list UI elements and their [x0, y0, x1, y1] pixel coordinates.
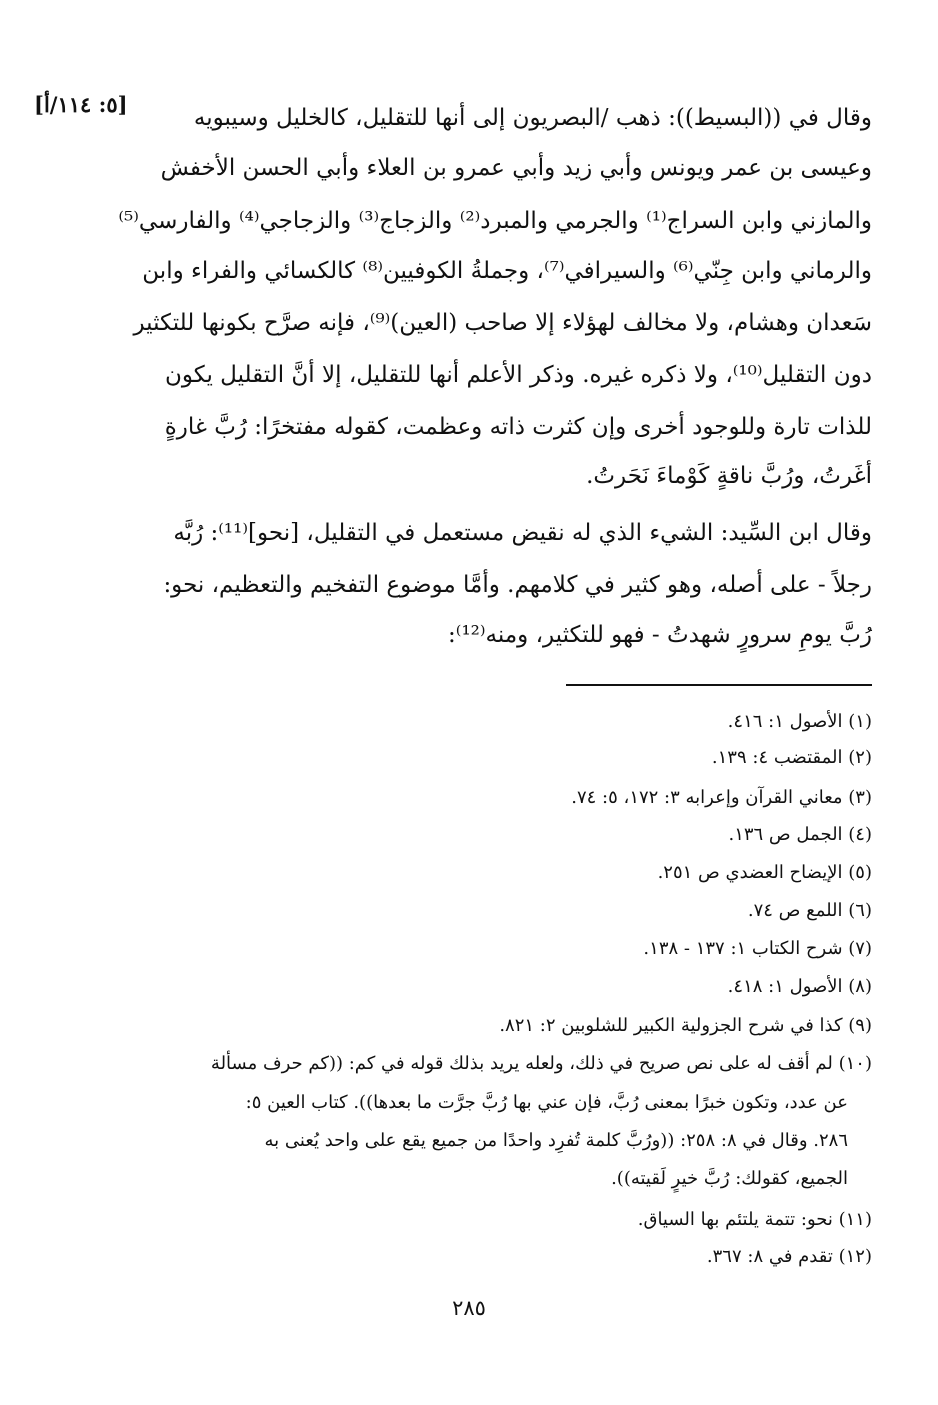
footnote: (٧) شرح الكتاب ١: ١٣٧ - ١٣٨. — [643, 938, 872, 959]
body-line: أغَرتُ، ورُبَّ ناقةٍ كَوْماءَ نَحَرتُ. — [586, 463, 872, 489]
body-line: وقال ابن السِّيد: الشيء الذي له نقيض مستعمل في التقليل، [نحو]⁽¹¹⁾: رُبَّه — [173, 520, 872, 546]
footnote: (٦) اللمع ص ٧٤. — [747, 900, 872, 921]
footnote-separator — [566, 684, 872, 686]
body-line: وقال في ((البسيط)): ذهب /البصريون إلى أنها للتقليل، كالخليل وسيبويه — [193, 105, 872, 131]
body-line: والرماني وابن جِنّي⁽⁶⁾ والسيرافي⁽⁷⁾، وجملةُ الكوفيين⁽⁸⁾ كالكسائي والفراء وابن — [142, 258, 872, 284]
body-line: رجلاً - على أصله، وهو كثير في كلامهم. وأمَّا موضوع التفخيم والتعظيم، نحو: — [163, 572, 872, 598]
footnote: (٩) كذا في شرح الجزولية الكبير للشلوبين ٢: ٨٢١. — [499, 1015, 872, 1036]
body-line: والمازني وابن السراج⁽¹⁾ والجرمي والمبرد⁽²⁾ والزجاج⁽³⁾ والزجاجي⁽⁴⁾ والفارسي⁽⁵⁾ — [118, 208, 872, 234]
body-line: للذات تارة وللوجود أخرى وإن كثرت ذاته وعظمت، كقوله مفتخرًا: رُبَّ غارةٍ — [164, 414, 872, 440]
footnote-continuation: الجميع، كقولك: رُبَّ خيرٍ لَقيته)). — [611, 1168, 848, 1189]
footnote-continuation: ٢٨٦. وقال في ٨: ٢٥٨: ((ورُبَّ كلمة تُفرِد واحدًا من جميع يقع على واحد يُعنى به — [264, 1130, 848, 1151]
footnote: (١٢) تقدم في ٨: ٣٦٧. — [706, 1246, 872, 1267]
page-number: ٢٨٥ — [452, 1296, 486, 1320]
body-line: دون التقليل⁽¹⁰⁾، ولا ذكره غيره. وذكر الأعلم أنها للتقليل، إلا أنَّ التقليل يكون — [164, 362, 872, 388]
footnote: (١٠) لم أقف له على نص صريح في ذلك، ولعله يريد بذلك قوله في كم: ((كم حرف مسألة — [210, 1053, 872, 1074]
footnote: (٨) الأصول ١: ٤١٨. — [727, 976, 872, 997]
body-line: وعيسى بن عمر ويونس وأبي زيد وأبي عمرو بن العلاء وأبي الحسن الأخفش — [160, 155, 872, 181]
footnote: (٣) معاني القرآن وإعرابه ٣: ١٧٢، ٥: ٧٤. — [571, 787, 872, 808]
footnote: (٤) الجمل ص ١٣٦. — [728, 824, 872, 845]
margin-folio-reference: [٥: ١١٤/أ] — [34, 92, 128, 117]
footnote-continuation: عن عدد، وتكون خبرًا بمعنى رُبَّ، فإن عني بها رُبَّ جرَّت ما بعدها)). كتاب العين ٥: — [245, 1092, 848, 1113]
footnote: (٢) المقتضب ٤: ١٣٩. — [711, 747, 872, 768]
footnote: (٥) الإيضاح العضدي ص ٢٥١. — [657, 862, 872, 883]
footnote: (١١) نحو: تتمة يلتئم بها السياق. — [637, 1209, 872, 1230]
footnote: (١) الأصول ١: ٤١٦. — [727, 711, 872, 732]
body-line: رُبَّ يومِ سرورٍ شهدتُ - فهو للتكثير، ومنه⁽¹²⁾: — [448, 622, 872, 648]
body-line: سَعدان وهشام، ولا مخالف لهؤلاء إلا صاحب (العين)⁽⁹⁾، فإنه صرَّح بكونها للتكثير — [133, 310, 872, 336]
